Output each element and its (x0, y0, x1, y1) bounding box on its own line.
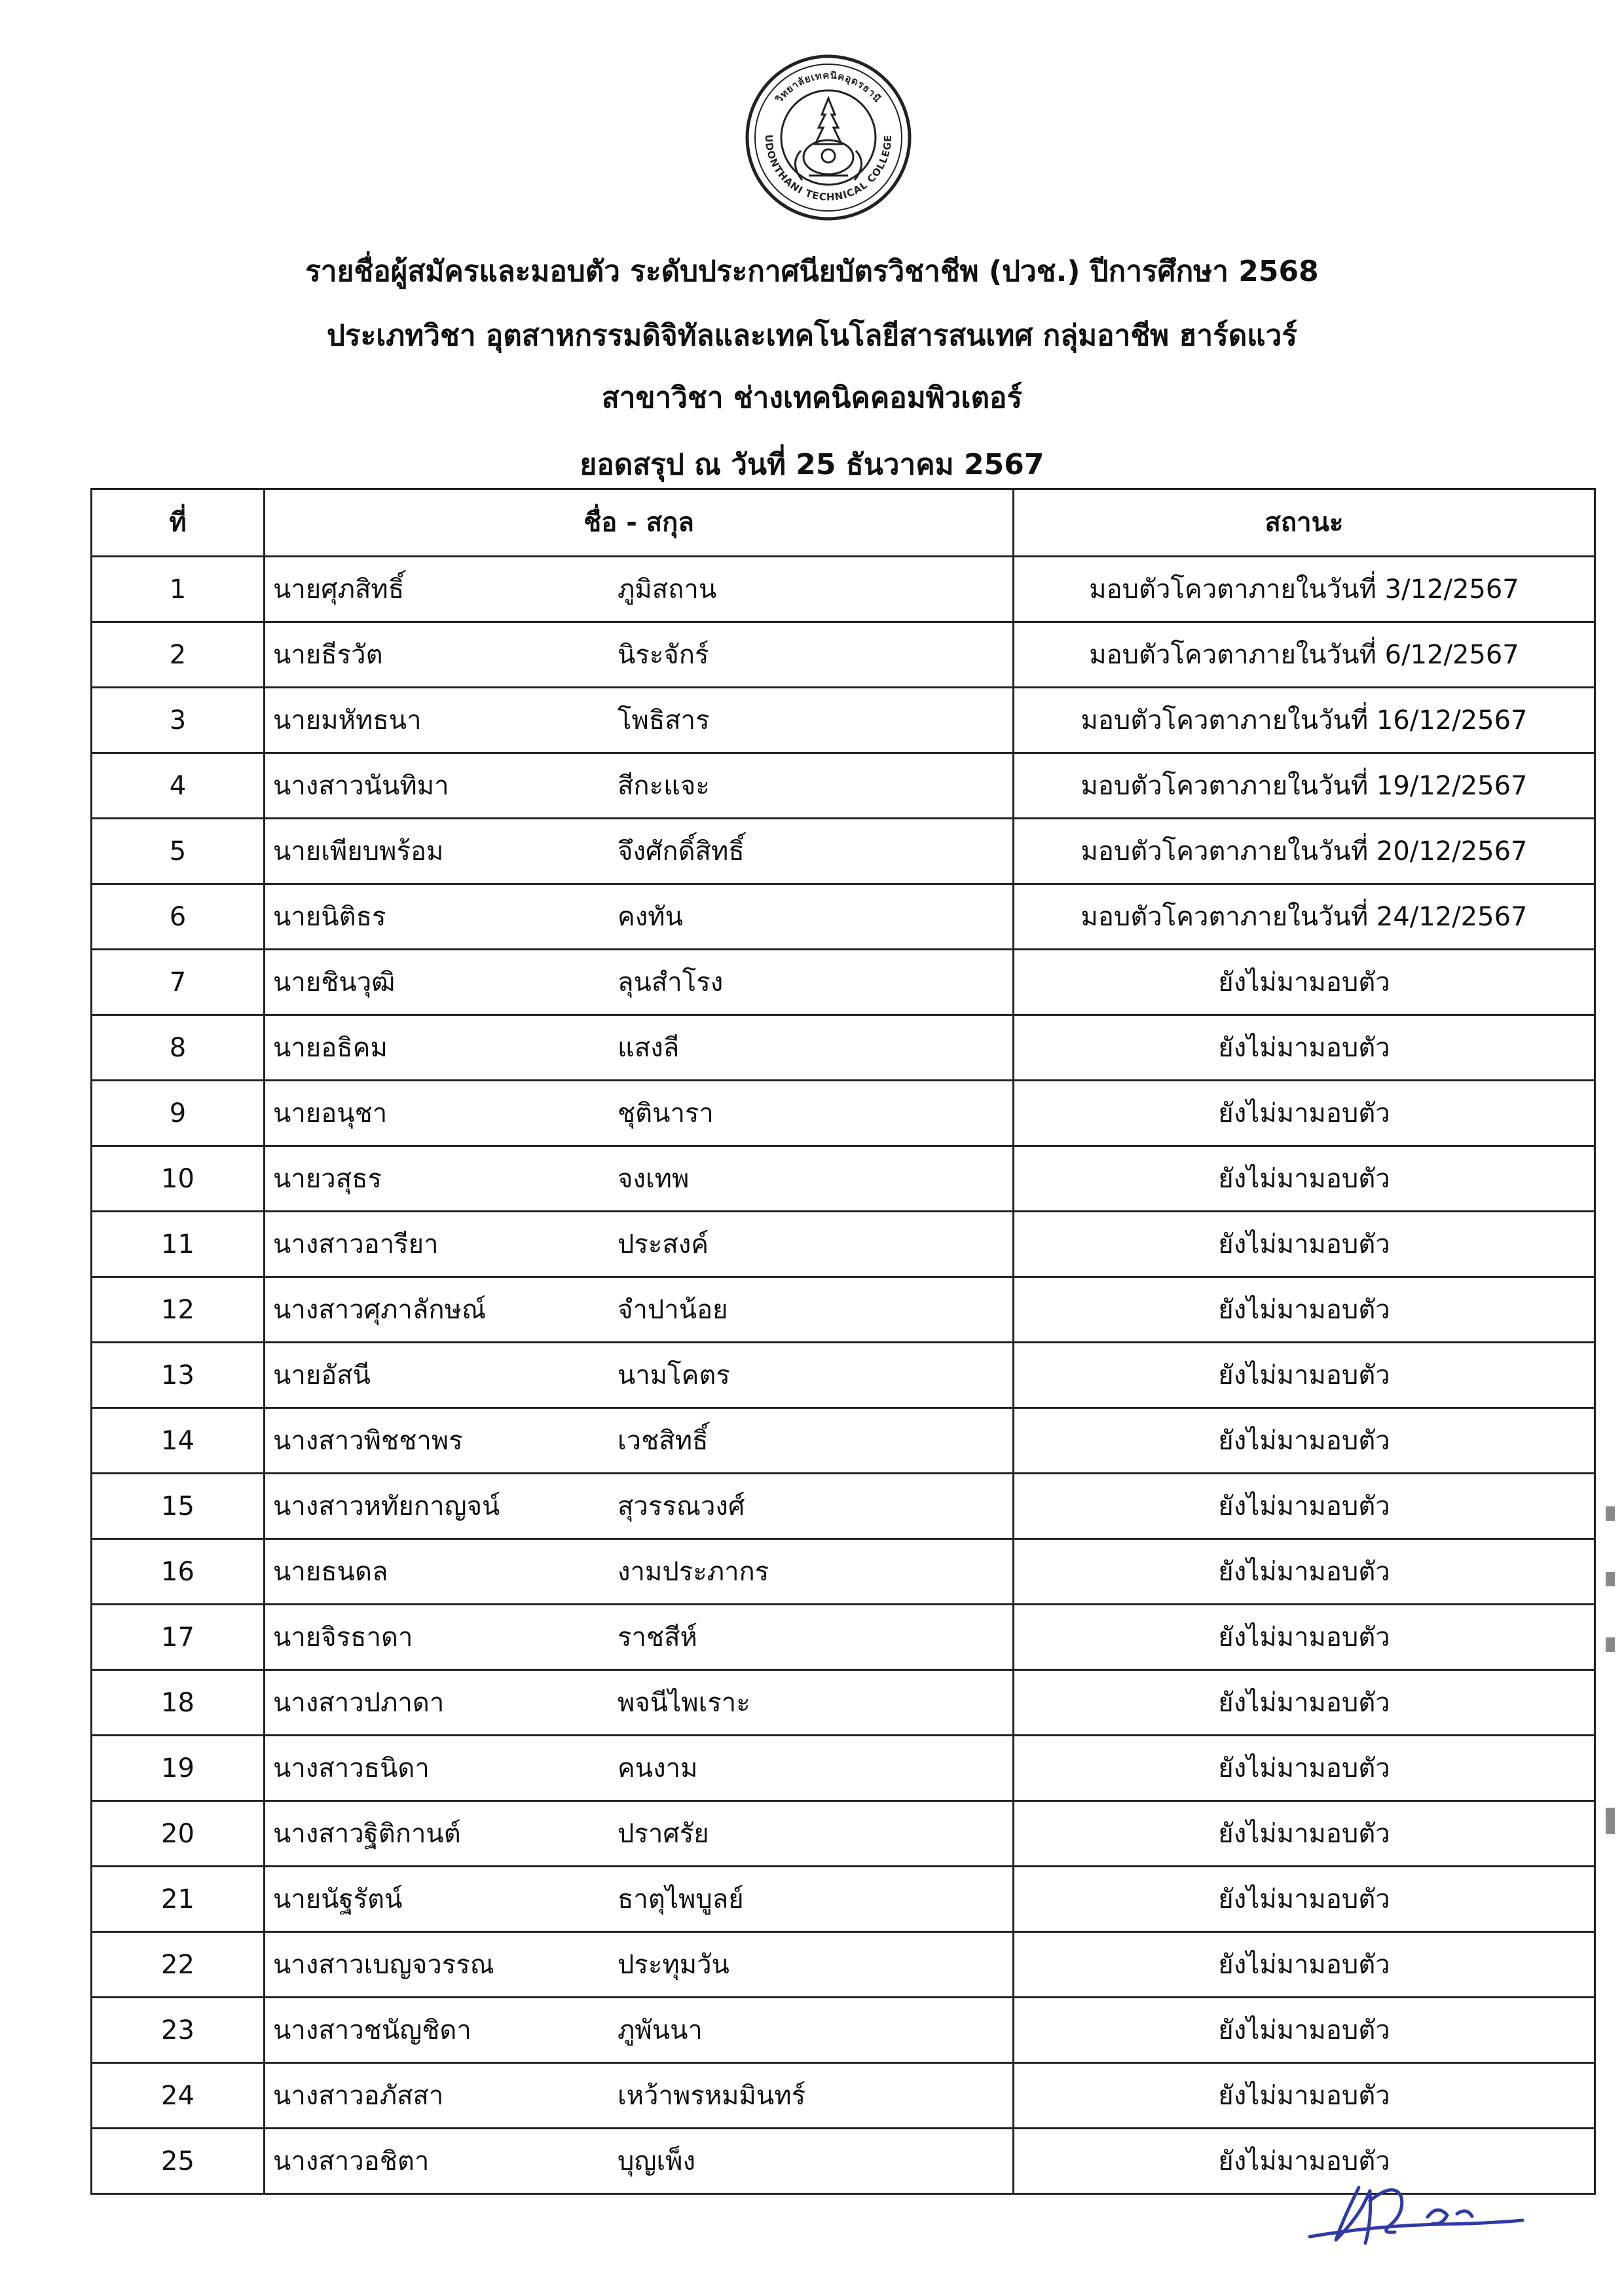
table-row (92, 1146, 1595, 1212)
table-row (92, 1212, 1595, 1277)
status-cell: ยังไม่มามอบตัว (1014, 1212, 1595, 1277)
status-cell: ยังไม่มามอบตัว (1014, 1015, 1595, 1081)
row-number: 11 (92, 1212, 265, 1277)
last-name: ภูมิสถาน (618, 574, 717, 605)
name-cell (265, 1474, 1014, 1539)
column-header-no: ที่ (92, 489, 265, 557)
status-cell: มอบตัวโควตาภายในวันที่ 3/12/2567 (1014, 557, 1595, 622)
first-name: นายศุภสิทธิ์ (273, 574, 405, 605)
name-cell (265, 2129, 1014, 2194)
name-cell (265, 950, 1014, 1015)
first-name: นางสาวพิชชาพร (273, 1425, 463, 1456)
status-cell: ยังไม่มามอบตัว (1014, 1277, 1595, 1343)
name-cell (265, 819, 1014, 884)
name-cell (265, 1736, 1014, 1801)
first-name: นางสาวหทัยกาญจน์ (273, 1491, 500, 1521)
name-cell (265, 1801, 1014, 1867)
row-number: 9 (92, 1081, 265, 1146)
table-row (92, 557, 1595, 622)
status-cell: ยังไม่มามอบตัว (1014, 1801, 1595, 1867)
status-cell: ยังไม่มามอบตัว (1014, 1736, 1595, 1801)
last-name: ประสงค์ (618, 1229, 709, 1259)
last-name: โพธิสาร (618, 705, 710, 736)
column-header-status: สถานะ (1014, 489, 1595, 557)
status-cell: มอบตัวโควตาภายในวันที่ 20/12/2567 (1014, 819, 1595, 884)
status-cell: ยังไม่มามอบตัว (1014, 1670, 1595, 1736)
first-name: นางสาวอภัสสา (273, 2080, 444, 2111)
last-name: จำปาน้อย (618, 1294, 728, 1325)
row-number: 19 (92, 1736, 265, 1801)
status-cell: ยังไม่มามอบตัว (1014, 1932, 1595, 1998)
first-name: นายธีรวัต (273, 639, 383, 670)
row-number: 1 (92, 557, 265, 622)
status-cell: ยังไม่มามอบตัว (1014, 1343, 1595, 1408)
document-summary-date: ยอดสรุป ณ วันที่ 25 ธันวาคม 2567 (580, 448, 1044, 481)
table-row (92, 1736, 1595, 1801)
row-number: 13 (92, 1343, 265, 1408)
status-cell: ยังไม่มามอบตัว (1014, 1474, 1595, 1539)
row-number: 15 (92, 1474, 265, 1539)
table-header-row (92, 489, 1595, 557)
table-row (92, 753, 1595, 819)
svg-text:UDONTHANI TECHNICAL COLLEGE: UDONTHANI TECHNICAL COLLEGE (762, 134, 895, 204)
name-cell (265, 1277, 1014, 1343)
table-body (92, 557, 1595, 2194)
column-header-name: ชื่อ - สกุล (265, 489, 1014, 557)
row-number: 8 (92, 1015, 265, 1081)
status-cell: ยังไม่มามอบตัว (1014, 1146, 1595, 1212)
table-row (92, 1277, 1595, 1343)
last-name: นามโคตร (618, 1360, 730, 1390)
first-name: นางสาวชนัญชิดา (273, 2015, 471, 2045)
first-name: นายธนดล (273, 1556, 388, 1587)
first-name: นายอัสนี (273, 1360, 371, 1390)
table-row (92, 1801, 1595, 1867)
status-cell: มอบตัวโควตาภายในวันที่ 16/12/2567 (1014, 688, 1595, 753)
svg-text:วิทยาลัยเทคนิคอุดรธานี: วิทยาลัยเทคนิคอุดรธานี (773, 69, 884, 105)
name-cell (265, 688, 1014, 753)
table-row (92, 950, 1595, 1015)
status-cell: ยังไม่มามอบตัว (1014, 2063, 1595, 2129)
applicant-table (90, 488, 1596, 2195)
document-subtitle-major: สาขาวิชา ช่างเทคนิคคอมพิวเตอร์ (601, 381, 1023, 415)
first-name: นายนิติธร (273, 901, 386, 932)
status-cell: ยังไม่มามอบตัว (1014, 2129, 1595, 2194)
row-number: 17 (92, 1605, 265, 1670)
last-name: ลุนสำโรง (618, 967, 724, 997)
last-name: สีกะแจะ (618, 770, 710, 801)
first-name: นายอธิคม (273, 1032, 388, 1063)
table-row (92, 884, 1595, 950)
scan-edge-mark (1606, 1637, 1615, 1652)
row-number: 3 (92, 688, 265, 753)
status-cell: ยังไม่มามอบตัว (1014, 1867, 1595, 1932)
table-row (92, 2063, 1595, 2129)
status-cell: มอบตัวโควตาภายในวันที่ 24/12/2567 (1014, 884, 1595, 950)
row-number: 10 (92, 1146, 265, 1212)
table-row (92, 1343, 1595, 1408)
last-name: คนงาม (618, 1753, 698, 1783)
table-row (92, 1867, 1595, 1932)
document-title: รายชื่อผู้สมัครและมอบตัว ระดับประกาศนียบัตรวิชาชีพ (ปวช.) ปีการศึกษา 2568 (305, 255, 1319, 288)
row-number: 24 (92, 2063, 265, 2129)
row-number: 22 (92, 1932, 265, 1998)
last-name: ราชสีห์ (618, 1622, 697, 1652)
last-name: เวชสิทธิ์ (618, 1425, 709, 1456)
signature (1297, 2161, 1532, 2260)
row-number: 21 (92, 1867, 265, 1932)
row-number: 14 (92, 1408, 265, 1474)
status-cell: ยังไม่มามอบตัว (1014, 1539, 1595, 1605)
scan-edge-mark (1606, 1506, 1615, 1521)
last-name: จงเทพ (618, 1163, 690, 1194)
last-name: สุวรรณวงศ์ (618, 1491, 745, 1521)
row-number: 20 (92, 1801, 265, 1867)
last-name: ประทุมวัน (618, 1949, 729, 1980)
name-cell (265, 2063, 1014, 2129)
table-row (92, 688, 1595, 753)
table-row (92, 1932, 1595, 1998)
last-name: คงทัน (618, 901, 683, 932)
name-cell (265, 753, 1014, 819)
first-name: นายวสุธร (273, 1163, 382, 1194)
last-name: จึงศักดิ์สิทธิ์ (618, 836, 745, 867)
status-cell: ยังไม่มามอบตัว (1014, 1605, 1595, 1670)
table-row (92, 1998, 1595, 2063)
status-cell: ยังไม่มามอบตัว (1014, 1081, 1595, 1146)
name-cell (265, 1539, 1014, 1605)
name-cell (265, 1146, 1014, 1212)
first-name: นายนัฐรัตน์ (273, 1884, 403, 1914)
status-cell: ยังไม่มามอบตัว (1014, 950, 1595, 1015)
table-row (92, 1408, 1595, 1474)
name-cell (265, 1081, 1014, 1146)
row-number: 6 (92, 884, 265, 950)
status-cell: มอบตัวโควตาภายในวันที่ 19/12/2567 (1014, 753, 1595, 819)
table-row (92, 1081, 1595, 1146)
first-name: นางสาวฐิติกานต์ (273, 1818, 461, 1849)
name-cell (265, 557, 1014, 622)
name-cell (265, 1015, 1014, 1081)
name-cell (265, 884, 1014, 950)
table-row (92, 1670, 1595, 1736)
table-row (92, 1015, 1595, 1081)
first-name: นายอนุชา (273, 1098, 388, 1128)
name-cell (265, 622, 1014, 688)
name-cell (265, 1212, 1014, 1277)
scan-edge-mark (1606, 1808, 1615, 1834)
last-name: บุญเพ็ง (618, 2146, 696, 2176)
first-name: นางสาวนันทิมา (273, 770, 449, 801)
scan-edge-mark (1606, 1572, 1615, 1586)
first-name: นางสาวเบญจวรรณ (273, 1949, 494, 1980)
last-name: พจนีไพเราะ (618, 1687, 750, 1718)
row-number: 23 (92, 1998, 265, 2063)
status-cell: ยังไม่มามอบตัว (1014, 1408, 1595, 1474)
row-number: 18 (92, 1670, 265, 1736)
name-cell (265, 1670, 1014, 1736)
first-name: นายมหัทธนา (273, 705, 422, 736)
first-name: นายจิรธาดา (273, 1622, 413, 1652)
name-cell (265, 1343, 1014, 1408)
row-number: 12 (92, 1277, 265, 1343)
last-name: งามประภากร (618, 1556, 769, 1587)
last-name: แสงลี (618, 1032, 680, 1063)
first-name: นางสาวอชิตา (273, 2146, 430, 2176)
first-name: นายเพียบพร้อม (273, 836, 444, 867)
row-number: 2 (92, 622, 265, 688)
table-row (92, 819, 1595, 884)
college-seal-logo (743, 52, 913, 223)
first-name: นางสาวศุภาลักษณ์ (273, 1294, 487, 1325)
last-name: ภูพันนา (618, 2015, 703, 2045)
row-number: 5 (92, 819, 265, 884)
table-row (92, 1474, 1595, 1539)
name-cell (265, 1867, 1014, 1932)
last-name: เหว้าพรหมมินทร์ (618, 2080, 806, 2111)
first-name: นางสาวปภาดา (273, 1687, 445, 1718)
first-name: นายชินวุฒิ (273, 967, 396, 997)
last-name: นิระจักร์ (618, 639, 709, 670)
last-name: ปราศรัย (618, 1818, 709, 1849)
first-name: นางสาวธนิดา (273, 1753, 430, 1783)
name-cell (265, 1998, 1014, 2063)
name-cell (265, 1408, 1014, 1474)
row-number: 16 (92, 1539, 265, 1605)
status-cell: มอบตัวโควตาภายในวันที่ 6/12/2567 (1014, 622, 1595, 688)
last-name: ธาตุไพบูลย์ (618, 1884, 744, 1914)
table-row (92, 1539, 1595, 1605)
table-row (92, 1605, 1595, 1670)
table-row (92, 622, 1595, 688)
status-cell: ยังไม่มามอบตัว (1014, 1998, 1595, 2063)
first-name: นางสาวอารียา (273, 1229, 439, 1259)
row-number: 25 (92, 2129, 265, 2194)
row-number: 7 (92, 950, 265, 1015)
name-cell (265, 1932, 1014, 1998)
document-subtitle-department: ประเภทวิชา อุตสาหกรรมดิจิทัลและเทคโนโลยีสารสนเทศ กลุ่มอาชีพ ฮาร์ดแวร์ (327, 319, 1297, 352)
last-name: ชุตินารา (618, 1098, 714, 1128)
name-cell (265, 1605, 1014, 1670)
row-number: 4 (92, 753, 265, 819)
